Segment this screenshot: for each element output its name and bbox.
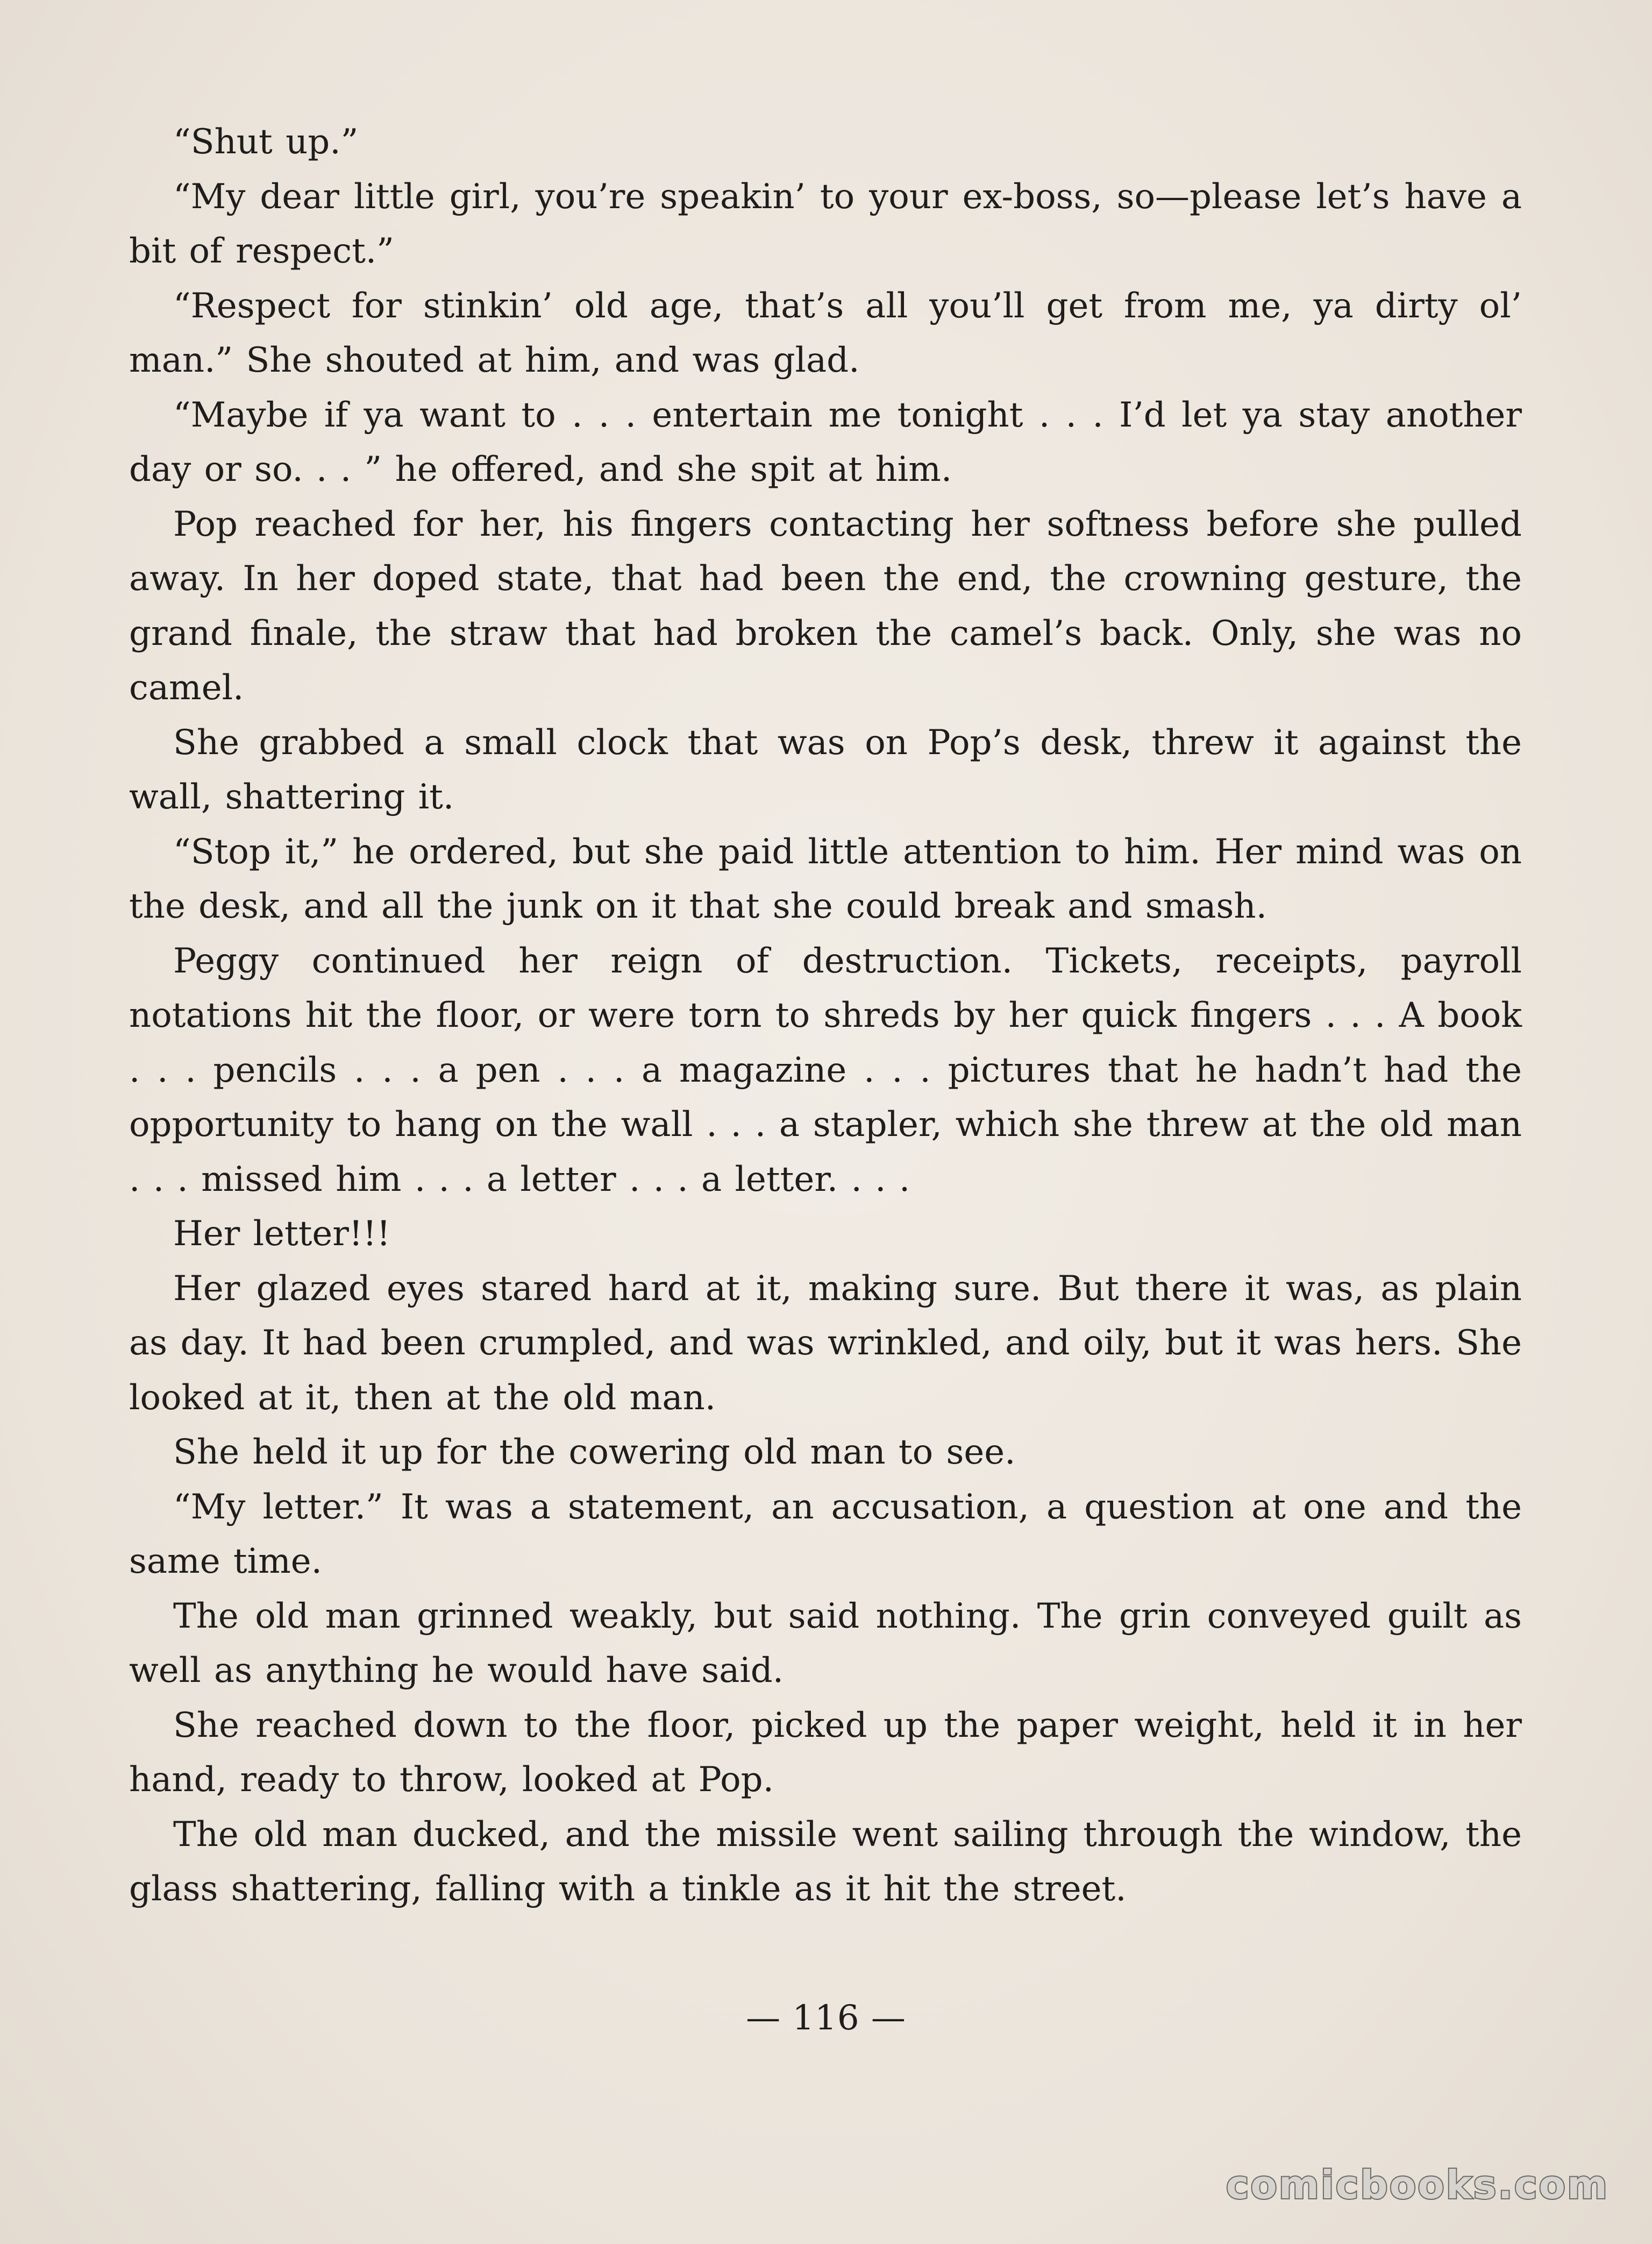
paragraph: The old man grinned weakly, but said nothing. The grin conveyed guilt as well as anything he would have said. [129, 1596, 1522, 1691]
paragraph: She held it up for the cowering old man to see. [173, 1432, 1016, 1472]
paragraph: Her letter!!! [173, 1214, 391, 1254]
body-text [129, 115, 1522, 1917]
paragraph: She grabbed a small clock that was on Pop’s desk, threw it against the wall, shattering it. [129, 722, 1522, 817]
paragraph: “Respect for stinkin’ old age, that’s all you’ll get from me, ya dirty ol’ man.” She shouted at him, and was glad. [129, 286, 1522, 380]
paragraph: “Stop it,” he ordered, but she paid little attention to him. Her mind was on the desk, and all the junk on it that she could break and smash. [129, 832, 1522, 926]
paragraph: “Shut up.” [173, 122, 359, 162]
paragraph: Peggy continued her reign of destruction. Tickets, receipts, payroll notations hit the floor, or were torn to shreds by her quick fingers . . . A book . . . pencils . . . a pen . . . a magazine . . . pictures that he hadn’t had the opportunity to hang on the wall . . . a stapler, which she threw at the old man . . . missed him . . . a letter . . . a letter. . . . [129, 941, 1522, 1199]
paragraph: “My letter.” It was a statement, an accusation, a question at one and the same time. [129, 1487, 1522, 1581]
paragraph: She reached down to the floor, picked up the paper weight, held it in her hand, ready to throw, looked at Pop. [129, 1705, 1522, 1800]
paragraph: Her glazed eyes stared hard at it, making sure. But there it was, as plain as day. It had been crumpled, and was wrinkled, and oily, but it was hers. She looked at it, then at the old man. [129, 1268, 1522, 1418]
paragraph: Pop reached for her, his fingers contacting her softness before she pulled away. In her doped state, that had been the end, the crowning gesture, the grand finale, the straw that had broken the camel’s back. Only, she was no camel. [129, 504, 1522, 708]
paragraph: “My dear little girl, you’re speakin’ to your ex-boss, so—please let’s have a bit of respect.” [129, 176, 1522, 271]
paragraph: “Maybe if ya want to . . . entertain me tonight . . . I’d let ya stay another day or so. . . ” he offered, and she spit at him. [129, 395, 1522, 489]
page-number: — 116 — [746, 1998, 906, 2038]
paragraph: The old man ducked, and the missile went sailing through the window, the glass shattering, falling with a tinkle as it hit the street. [129, 1814, 1522, 1909]
watermark-logo: comicbooks.com [1226, 2162, 1609, 2207]
